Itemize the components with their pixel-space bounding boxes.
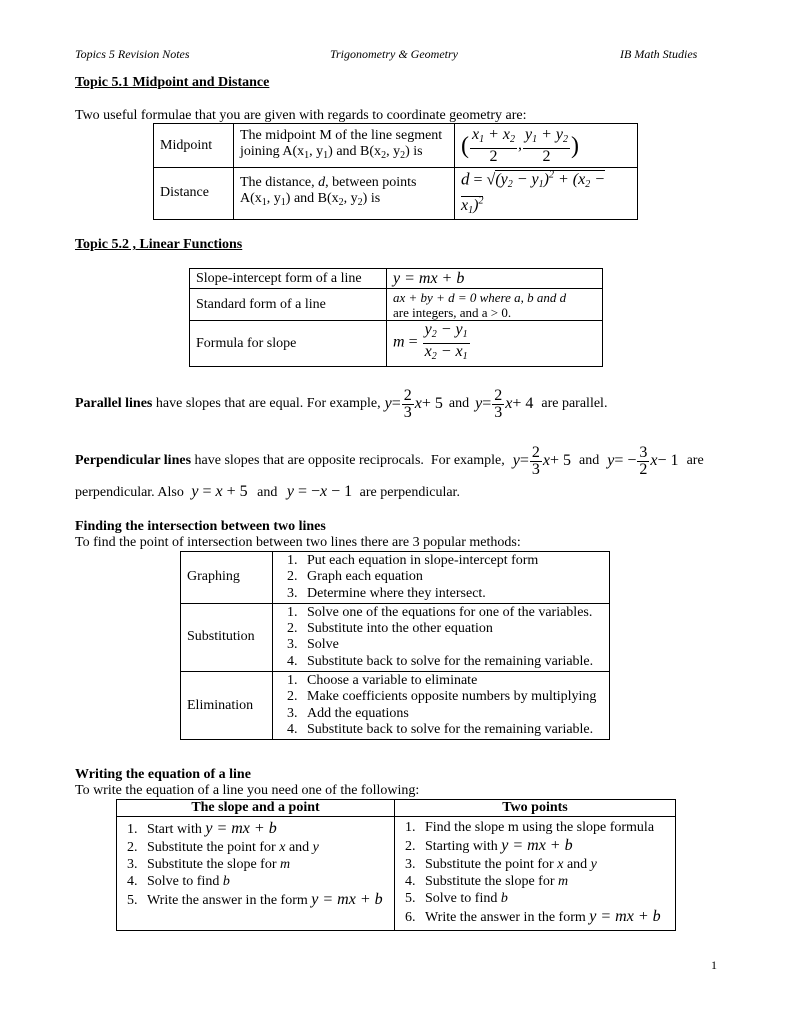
intersection-methods-table (180, 551, 610, 740)
intersection-heading: Finding the intersection between two lines (75, 519, 326, 534)
linear-functions-table (189, 268, 603, 367)
topic-5-2-heading: Topic 5.2 , Linear Functions (75, 237, 243, 252)
slope-formula-label: Formula for slope (190, 321, 387, 367)
topic-5-1-intro: Two useful formulae that you are given with regards to coordinate geometry are: (75, 108, 527, 123)
list-item: 2. Graph each equation (301, 569, 605, 585)
header-center: Trigonometry & Geometry (330, 47, 458, 61)
list-item: 4. Substitute back to solve for the remaining variable. (301, 654, 605, 670)
perpendicular-lines-sentence: Perpendicular lines have slopes that are opposite reciprocals. For example, y = $\frac{2}{3}$ x + 5 and y = − $\frac{3}{2}$ x − 1 are (75, 443, 704, 478)
intersection-intro: To find the point of intersection between two lines there are 3 popular methods: (75, 535, 521, 550)
list-item: 2. Make coefficients opposite numbers by multiplying (301, 689, 605, 705)
perpendicular-lines-term: Perpendicular lines (75, 453, 192, 468)
method-elimination-steps (273, 672, 610, 740)
list-item: 1. Solve one of the equations for one of the variables. (301, 605, 605, 621)
list-item: 5. Write the answer in the form y = mx + b (141, 890, 390, 910)
writing-intro: To write the equation of a line you need one of the following: (75, 783, 420, 798)
list-item: 3. Determine where they intersect. (301, 586, 605, 602)
distance-formula: $d = √(y_2 - y_1)^2 + (x_2 - x_1)^2$ (455, 168, 638, 220)
slope-point-steps (117, 817, 395, 931)
slope-intercept-formula: y = mx + b (387, 269, 603, 289)
parallel-lines-term: Parallel lines (75, 396, 153, 411)
slope-intercept-label: Slope-intercept form of a line (190, 269, 387, 289)
list-item: 6. Write the answer in the form y = mx + b (419, 907, 671, 927)
perpendicular-lines-sentence-2: perpendicular. Also y = x + 5 and y = −x − 1 are perpendicular. (75, 483, 460, 500)
writing-heading: Writing the equation of a line (75, 767, 251, 782)
topic-5-1-heading: Topic 5.1 Midpoint and Distance (75, 75, 270, 90)
midpoint-description: The midpoint M of the line segment joining $A(x_1$, $y_1$) and $B(x_2$, $y_2$) is (234, 124, 455, 168)
list-item: 3. Solve (301, 637, 605, 653)
distance-label: Distance (154, 168, 234, 220)
col-two-points-header: Two points (395, 800, 676, 817)
method-graphing-steps (273, 552, 610, 604)
header-left: Topics 5 Revision Notes (75, 47, 190, 61)
writing-equation-table (116, 799, 676, 931)
list-item: 3. Substitute the point for x and y (419, 856, 671, 873)
list-item: 4. Substitute the slope for m (419, 873, 671, 890)
header-right: IB Math Studies (620, 47, 698, 61)
midpoint-distance-table (153, 123, 638, 220)
list-item: 1. Choose a variable to eliminate (301, 673, 605, 689)
list-item: 4. Solve to find b (141, 873, 390, 890)
list-item: 2. Substitute the point for x and y (141, 839, 390, 856)
list-item: 2. Starting with y = mx + b (419, 836, 671, 856)
standard-form-label: Standard form of a line (190, 289, 387, 321)
list-item: 3. Substitute the slope for m (141, 856, 390, 873)
method-substitution-steps (273, 603, 610, 671)
distance-description: The distance, d, between points $A(x_1$, $y_1$) and $B(x_2$, $y_2$) is (234, 168, 455, 220)
midpoint-formula: ( $\frac{x_1 + x_2}{2}$ , $\frac{y_1 + y_2}{2}$ ) (455, 124, 638, 168)
midpoint-label: Midpoint (154, 124, 234, 168)
list-item: 1. Start with y = mx + b (141, 819, 390, 839)
list-item: 4. Substitute back to solve for the remaining variable. (301, 722, 605, 738)
slope-formula: m = $\frac{y_2 - y_1}{x_2 - x_1}$ (387, 321, 603, 367)
list-item: 1. Put each equation in slope-intercept form (301, 553, 605, 569)
parallel-lines-sentence: Parallel lines have slopes that are equal. For example, y = $\frac{2}{3}$ x + 5 and y = $\frac{2}{3}$ x + 4 are parallel. (75, 386, 608, 421)
list-item: 5. Solve to find b (419, 890, 671, 907)
list-item: 1. Find the slope m using the slope formula (419, 819, 671, 836)
method-graphing-label: Graphing (181, 552, 273, 604)
two-points-steps (395, 817, 676, 931)
method-elimination-label: Elimination (181, 672, 273, 740)
method-substitution-label: Substitution (181, 603, 273, 671)
col-slope-point-header: The slope and a point (117, 800, 395, 817)
list-item: 3. Add the equations (301, 706, 605, 722)
page-number: 1 (711, 958, 717, 972)
list-item: 2. Substitute into the other equation (301, 621, 605, 637)
standard-form-formula: ax + by + d = 0 where a, b and d are integers, and a > 0. (387, 289, 603, 321)
